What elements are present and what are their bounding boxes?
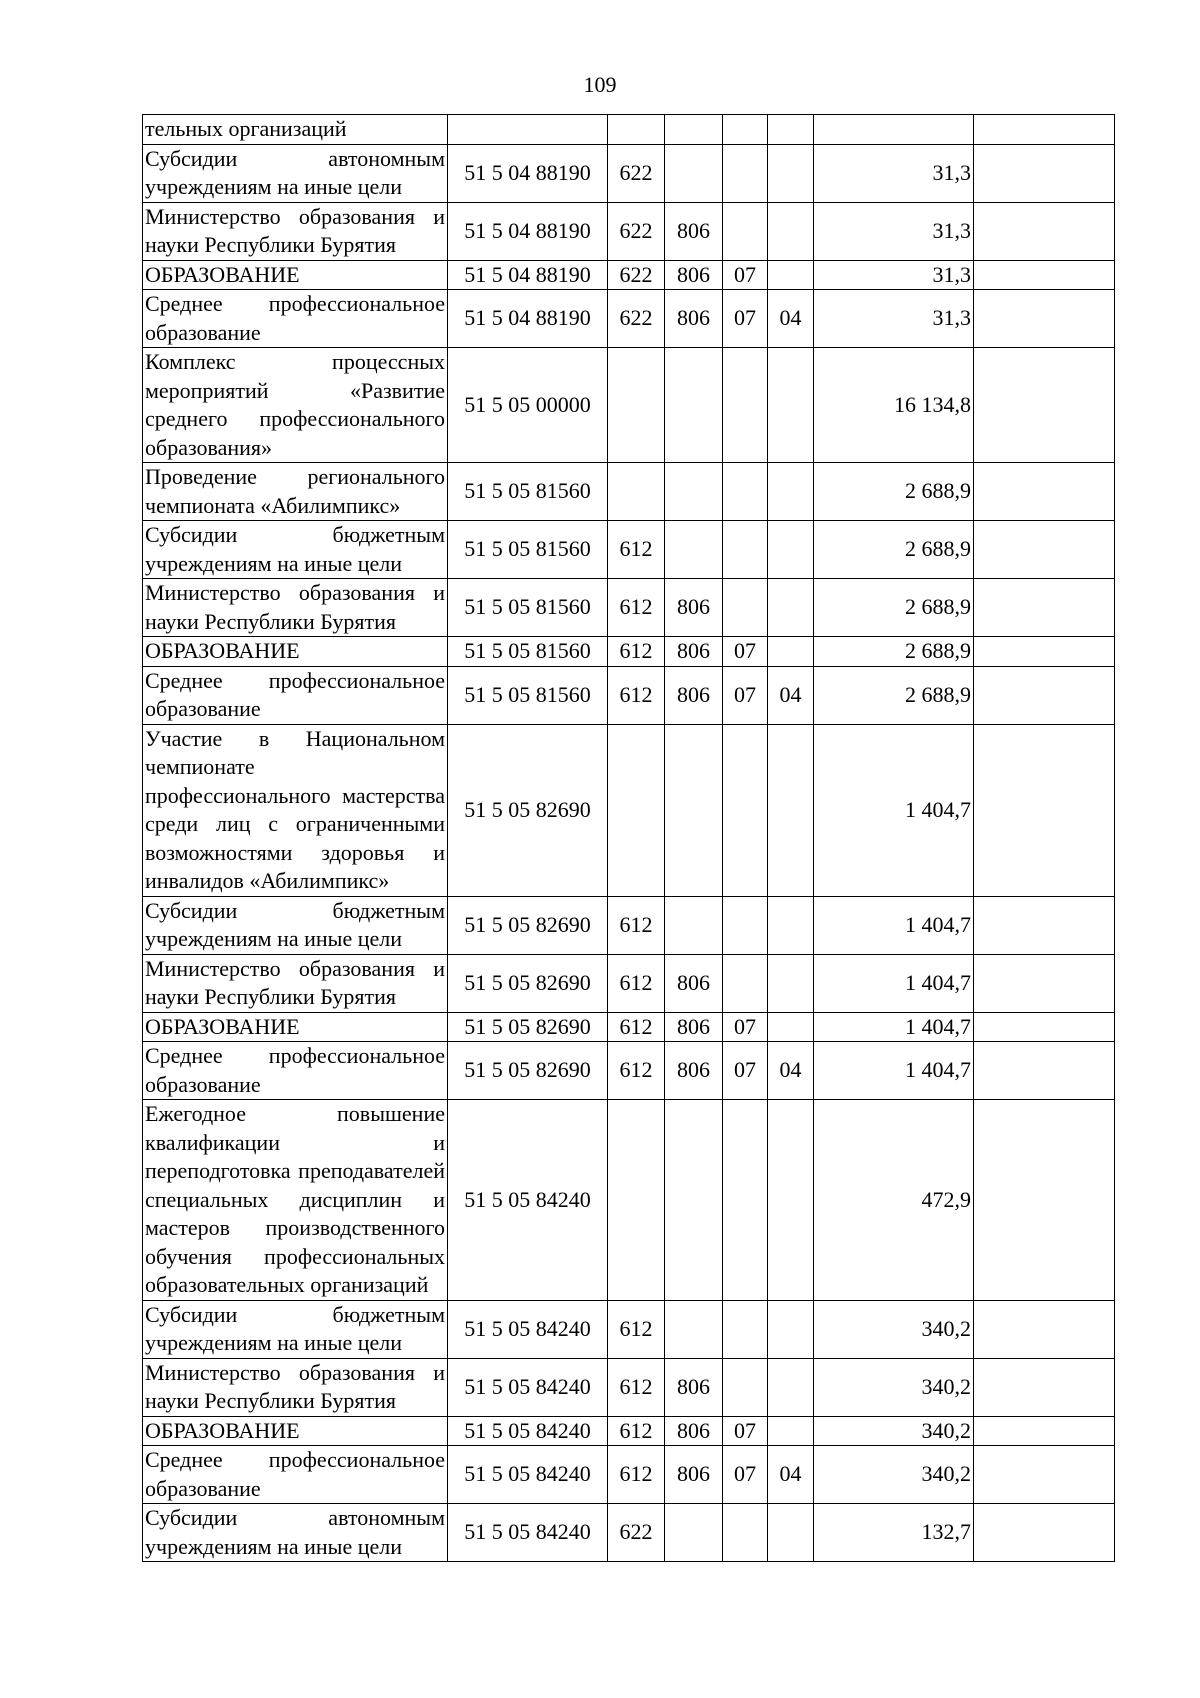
- target-article-code-cell: 51 5 05 84240: [448, 1416, 608, 1446]
- budget-table: [142, 114, 1115, 1562]
- section-code-cell: [723, 896, 768, 954]
- section-code-cell: [723, 521, 768, 579]
- expense-type-code-cell: [608, 724, 665, 896]
- target-article-code-cell: 51 5 05 00000: [448, 348, 608, 463]
- table-row: [143, 290, 1115, 348]
- row-name-cell: Субсидии бюджетным учреждениям на иные цели: [143, 896, 448, 954]
- extra-cell: [974, 348, 1115, 463]
- table-row: [143, 579, 1115, 637]
- table-row: [143, 666, 1115, 724]
- extra-cell: [974, 1416, 1115, 1446]
- table-row: [143, 1300, 1115, 1358]
- target-article-code-cell: 51 5 05 84240: [448, 1300, 608, 1358]
- amount-cell: 340,2: [814, 1446, 974, 1504]
- amount-cell: 31,3: [814, 144, 974, 202]
- section-code-cell: [723, 348, 768, 463]
- administrator-code-cell: 806: [665, 954, 723, 1012]
- expense-type-code-cell: 622: [608, 202, 665, 260]
- subsection-code-cell: [768, 260, 814, 290]
- subsection-code-cell: [768, 1100, 814, 1301]
- subsection-code-cell: [768, 1416, 814, 1446]
- section-code-cell: 07: [723, 1416, 768, 1446]
- expense-type-code-cell: 612: [608, 521, 665, 579]
- row-name-cell: Субсидии автономным учреждениям на иные цели: [143, 144, 448, 202]
- amount-cell: 2 688,9: [814, 463, 974, 521]
- amount-cell: 1 404,7: [814, 896, 974, 954]
- table-row: [143, 1358, 1115, 1416]
- table-row: [143, 115, 1115, 145]
- subsection-code-cell: [768, 1358, 814, 1416]
- table-row: [143, 1504, 1115, 1562]
- row-name-cell: Субсидии бюджетным учреждениям на иные цели: [143, 521, 448, 579]
- expense-type-code-cell: [608, 463, 665, 521]
- administrator-code-cell: [665, 348, 723, 463]
- subsection-code-cell: [768, 724, 814, 896]
- subsection-code-cell: [768, 115, 814, 145]
- subsection-code-cell: [768, 521, 814, 579]
- target-article-code-cell: 51 5 05 81560: [448, 637, 608, 667]
- extra-cell: [974, 637, 1115, 667]
- target-article-code-cell: 51 5 05 82690: [448, 954, 608, 1012]
- expense-type-code-cell: 612: [608, 896, 665, 954]
- amount-cell: 2 688,9: [814, 637, 974, 667]
- amount-cell: 340,2: [814, 1416, 974, 1446]
- target-article-code-cell: 51 5 04 88190: [448, 202, 608, 260]
- section-code-cell: [723, 1358, 768, 1416]
- target-article-code-cell: 51 5 05 82690: [448, 1042, 608, 1100]
- expense-type-code-cell: 622: [608, 260, 665, 290]
- extra-cell: [974, 1446, 1115, 1504]
- section-code-cell: [723, 463, 768, 521]
- subsection-code-cell: [768, 637, 814, 667]
- row-name-cell: Министерство образования и науки Республики Бурятия: [143, 202, 448, 260]
- extra-cell: [974, 115, 1115, 145]
- row-name-cell: Среднее профессиональное образование: [143, 290, 448, 348]
- administrator-code-cell: 806: [665, 290, 723, 348]
- section-code-cell: [723, 954, 768, 1012]
- amount-cell: 340,2: [814, 1358, 974, 1416]
- row-name-cell: Комплекс процессных мероприятий «Развитие среднего профессионального образования»: [143, 348, 448, 463]
- table-row: [143, 896, 1115, 954]
- target-article-code-cell: 51 5 04 88190: [448, 144, 608, 202]
- administrator-code-cell: [665, 144, 723, 202]
- amount-cell: 31,3: [814, 260, 974, 290]
- section-code-cell: 07: [723, 1446, 768, 1504]
- subsection-code-cell: [768, 1504, 814, 1562]
- amount-cell: 31,3: [814, 202, 974, 260]
- subsection-code-cell: 04: [768, 1042, 814, 1100]
- subsection-code-cell: [768, 579, 814, 637]
- page-number: 109: [583, 72, 617, 97]
- administrator-code-cell: [665, 521, 723, 579]
- subsection-code-cell: [768, 896, 814, 954]
- row-name-cell: Среднее профессиональное образование: [143, 1446, 448, 1504]
- subsection-code-cell: [768, 1012, 814, 1042]
- expense-type-code-cell: [608, 348, 665, 463]
- extra-cell: [974, 260, 1115, 290]
- section-code-cell: [723, 144, 768, 202]
- extra-cell: [974, 954, 1115, 1012]
- extra-cell: [974, 666, 1115, 724]
- table-row: [143, 1042, 1115, 1100]
- section-code-cell: 07: [723, 666, 768, 724]
- table-row: [143, 1100, 1115, 1301]
- subsection-code-cell: 04: [768, 666, 814, 724]
- target-article-code-cell: 51 5 05 84240: [448, 1446, 608, 1504]
- administrator-code-cell: [665, 1300, 723, 1358]
- expense-type-code-cell: 622: [608, 290, 665, 348]
- row-name-cell: Среднее профессиональное образование: [143, 1042, 448, 1100]
- row-name-cell: Проведение регионального чемпионата «Абилимпикс»: [143, 463, 448, 521]
- administrator-code-cell: [665, 1100, 723, 1301]
- expense-type-code-cell: 612: [608, 1358, 665, 1416]
- row-name-cell: Субсидии автономным учреждениям на иные цели: [143, 1504, 448, 1562]
- table-row: [143, 144, 1115, 202]
- administrator-code-cell: [665, 896, 723, 954]
- administrator-code-cell: [665, 724, 723, 896]
- table-row: [143, 1012, 1115, 1042]
- expense-type-code-cell: 612: [608, 1416, 665, 1446]
- extra-cell: [974, 1012, 1115, 1042]
- table-row: [143, 637, 1115, 667]
- extra-cell: [974, 463, 1115, 521]
- section-code-cell: 07: [723, 1012, 768, 1042]
- extra-cell: [974, 1358, 1115, 1416]
- row-name-cell: ОБРАЗОВАНИЕ: [143, 1012, 448, 1042]
- extra-cell: [974, 290, 1115, 348]
- subsection-code-cell: [768, 144, 814, 202]
- administrator-code-cell: 806: [665, 1358, 723, 1416]
- expense-type-code-cell: 612: [608, 579, 665, 637]
- section-code-cell: 07: [723, 290, 768, 348]
- expense-type-code-cell: 612: [608, 1446, 665, 1504]
- amount-cell: 472,9: [814, 1100, 974, 1301]
- table-row: [143, 521, 1115, 579]
- subsection-code-cell: [768, 348, 814, 463]
- row-name-cell: Ежегодное повышение квалификации и переподготовка преподавателей специальных дисциплин и мастеров производственного обучения профессиональных образовательных организаций: [143, 1100, 448, 1301]
- amount-cell: 340,2: [814, 1300, 974, 1358]
- subsection-code-cell: [768, 1300, 814, 1358]
- row-name-cell: Субсидии бюджетным учреждениям на иные цели: [143, 1300, 448, 1358]
- amount-cell: 2 688,9: [814, 579, 974, 637]
- section-code-cell: 07: [723, 1042, 768, 1100]
- subsection-code-cell: 04: [768, 1446, 814, 1504]
- expense-type-code-cell: 622: [608, 144, 665, 202]
- amount-cell: 132,7: [814, 1504, 974, 1562]
- expense-type-code-cell: 622: [608, 1504, 665, 1562]
- target-article-code-cell: 51 5 05 81560: [448, 666, 608, 724]
- administrator-code-cell: 806: [665, 637, 723, 667]
- amount-cell: 1 404,7: [814, 1042, 974, 1100]
- row-name-cell: Министерство образования и науки Республики Бурятия: [143, 579, 448, 637]
- administrator-code-cell: 806: [665, 202, 723, 260]
- row-name-cell: ОБРАЗОВАНИЕ: [143, 637, 448, 667]
- target-article-code-cell: 51 5 05 84240: [448, 1504, 608, 1562]
- table-row: [143, 724, 1115, 896]
- amount-cell: [814, 115, 974, 145]
- administrator-code-cell: 806: [665, 1416, 723, 1446]
- expense-type-code-cell: [608, 1100, 665, 1301]
- subsection-code-cell: [768, 954, 814, 1012]
- section-code-cell: [723, 724, 768, 896]
- table-body: [143, 115, 1115, 1562]
- target-article-code-cell: 51 5 05 81560: [448, 579, 608, 637]
- amount-cell: 1 404,7: [814, 1012, 974, 1042]
- target-article-code-cell: 51 5 05 82690: [448, 896, 608, 954]
- expense-type-code-cell: [608, 115, 665, 145]
- amount-cell: 31,3: [814, 290, 974, 348]
- table-row: [143, 260, 1115, 290]
- table-row: [143, 202, 1115, 260]
- extra-cell: [974, 144, 1115, 202]
- row-name-cell: ОБРАЗОВАНИЕ: [143, 1416, 448, 1446]
- extra-cell: [974, 1042, 1115, 1100]
- extra-cell: [974, 1504, 1115, 1562]
- subsection-code-cell: 04: [768, 290, 814, 348]
- administrator-code-cell: [665, 115, 723, 145]
- administrator-code-cell: 806: [665, 1446, 723, 1504]
- target-article-code-cell: 51 5 04 88190: [448, 290, 608, 348]
- target-article-code-cell: [448, 115, 608, 145]
- administrator-code-cell: 806: [665, 1012, 723, 1042]
- row-name-cell: Участие в Национальном чемпионате профессионального мастерства среди лиц с ограниченными возможностями здоровья и инвалидов «Абилимпикс»: [143, 724, 448, 896]
- administrator-code-cell: 806: [665, 666, 723, 724]
- amount-cell: 1 404,7: [814, 724, 974, 896]
- extra-cell: [974, 202, 1115, 260]
- section-code-cell: 07: [723, 637, 768, 667]
- administrator-code-cell: 806: [665, 579, 723, 637]
- expense-type-code-cell: 612: [608, 1012, 665, 1042]
- table-row: [143, 1416, 1115, 1446]
- target-article-code-cell: 51 5 05 84240: [448, 1358, 608, 1416]
- target-article-code-cell: 51 5 04 88190: [448, 260, 608, 290]
- expense-type-code-cell: 612: [608, 666, 665, 724]
- administrator-code-cell: [665, 463, 723, 521]
- row-name-cell: Среднее профессиональное образование: [143, 666, 448, 724]
- table-row: [143, 1446, 1115, 1504]
- subsection-code-cell: [768, 202, 814, 260]
- amount-cell: 1 404,7: [814, 954, 974, 1012]
- section-code-cell: [723, 1300, 768, 1358]
- table-row: [143, 954, 1115, 1012]
- section-code-cell: [723, 579, 768, 637]
- section-code-cell: [723, 115, 768, 145]
- extra-cell: [974, 579, 1115, 637]
- table-row: [143, 463, 1115, 521]
- expense-type-code-cell: 612: [608, 954, 665, 1012]
- target-article-code-cell: 51 5 05 84240: [448, 1100, 608, 1301]
- expense-type-code-cell: 612: [608, 637, 665, 667]
- amount-cell: 2 688,9: [814, 521, 974, 579]
- target-article-code-cell: 51 5 05 81560: [448, 463, 608, 521]
- administrator-code-cell: 806: [665, 260, 723, 290]
- target-article-code-cell: 51 5 05 81560: [448, 521, 608, 579]
- expense-type-code-cell: 612: [608, 1300, 665, 1358]
- section-code-cell: [723, 202, 768, 260]
- row-name-cell: ОБРАЗОВАНИЕ: [143, 260, 448, 290]
- row-name-cell: Министерство образования и науки Республики Бурятия: [143, 954, 448, 1012]
- row-name-cell: Министерство образования и науки Республики Бурятия: [143, 1358, 448, 1416]
- extra-cell: [974, 724, 1115, 896]
- section-code-cell: 07: [723, 260, 768, 290]
- target-article-code-cell: 51 5 05 82690: [448, 1012, 608, 1042]
- amount-cell: 2 688,9: [814, 666, 974, 724]
- subsection-code-cell: [768, 463, 814, 521]
- target-article-code-cell: 51 5 05 82690: [448, 724, 608, 896]
- extra-cell: [974, 1300, 1115, 1358]
- administrator-code-cell: [665, 1504, 723, 1562]
- section-code-cell: [723, 1100, 768, 1301]
- extra-cell: [974, 521, 1115, 579]
- expense-type-code-cell: 612: [608, 1042, 665, 1100]
- extra-cell: [974, 896, 1115, 954]
- section-code-cell: [723, 1504, 768, 1562]
- extra-cell: [974, 1100, 1115, 1301]
- amount-cell: 16 134,8: [814, 348, 974, 463]
- administrator-code-cell: 806: [665, 1042, 723, 1100]
- row-name-cell: тельных организаций: [143, 115, 448, 145]
- table-row: [143, 348, 1115, 463]
